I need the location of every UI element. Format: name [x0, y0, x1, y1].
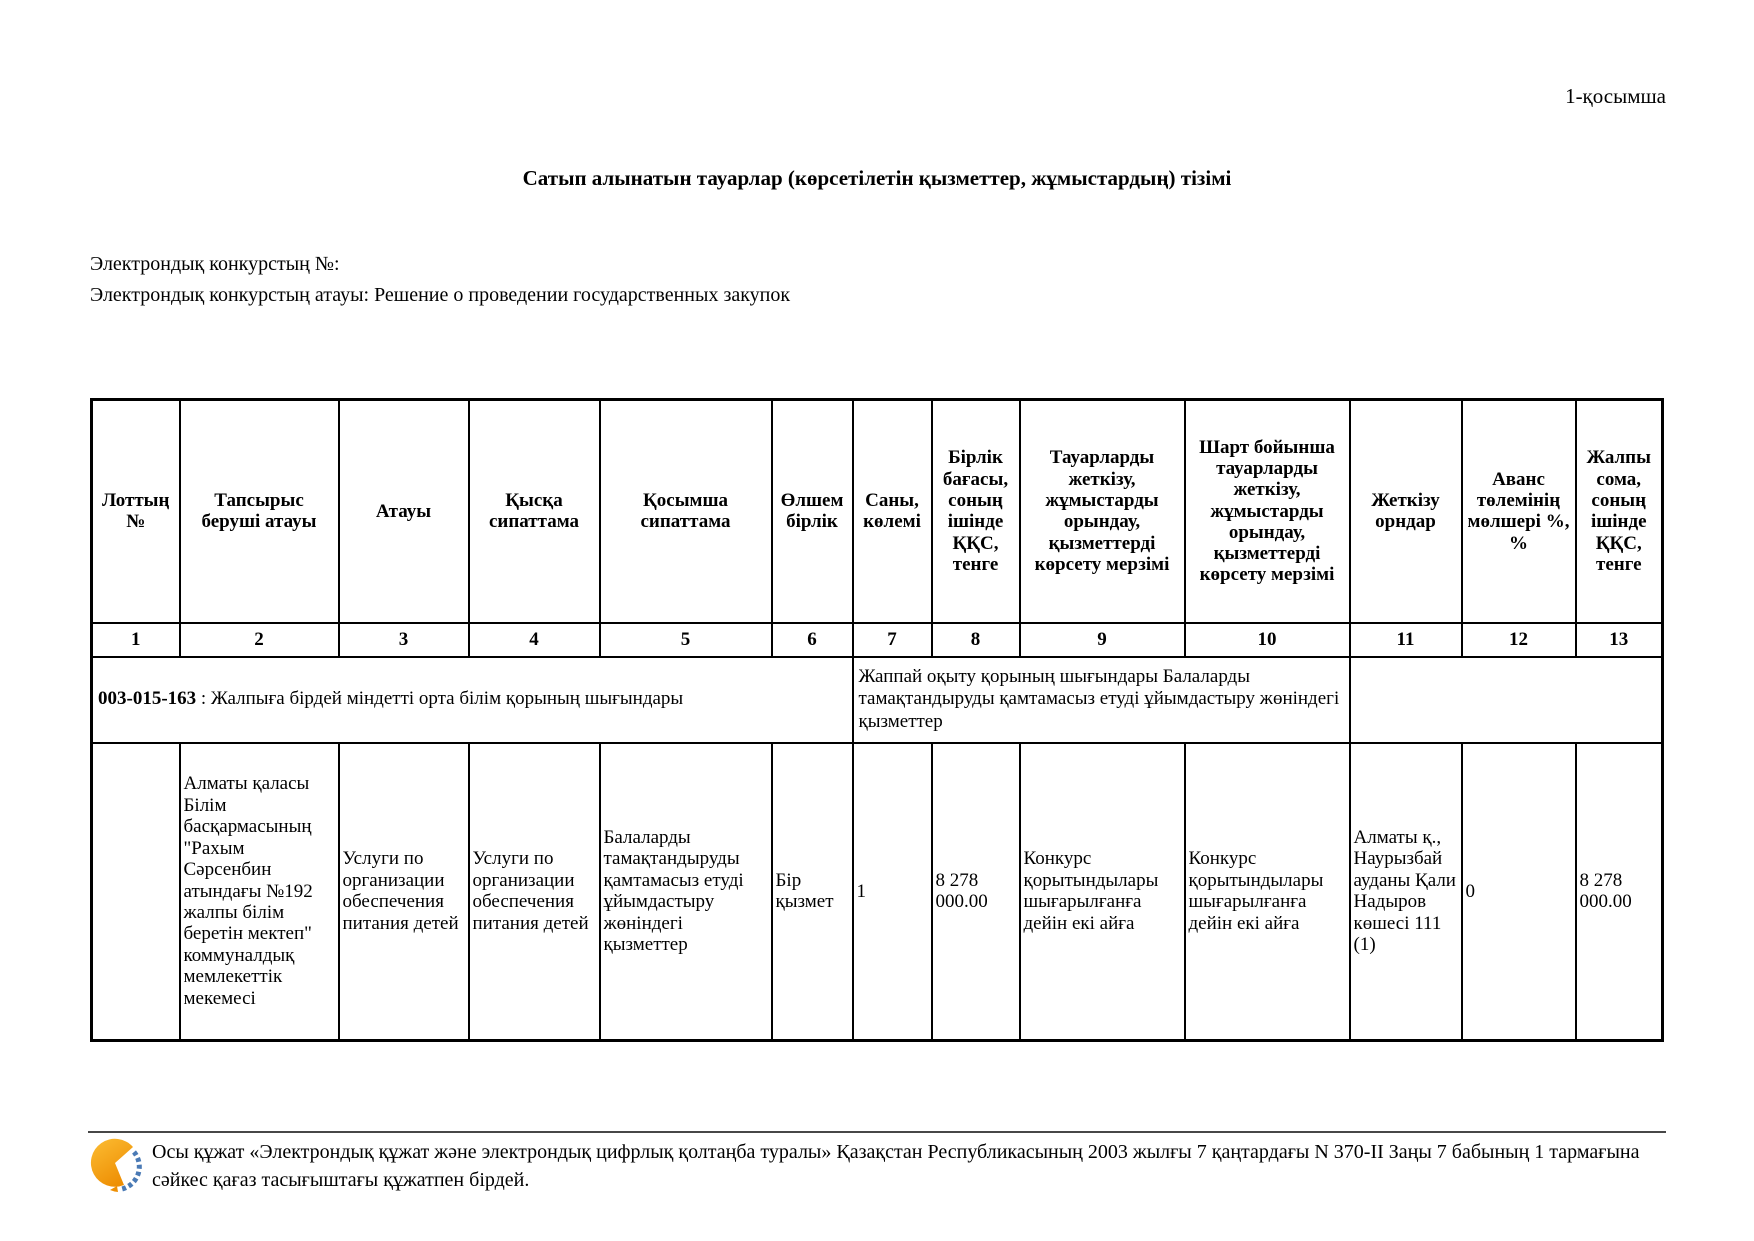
cell-customer: Алматы қаласы Білім басқармасының "Рахым Сәрсенбин атындағы №192 жалпы білім беретін мектеп" коммуналдық мемлекеттік мекемесі [180, 743, 339, 1041]
footer [88, 1136, 1666, 1203]
column-number: 12 [1462, 623, 1576, 657]
lot-empty-cell [1350, 657, 1663, 743]
cell-short-description: Услуги по организации обеспечения питания детей [469, 743, 600, 1041]
footer-note: Осы құжат «Электрондық құжат және электрондық цифрлық қолтаңба туралы» Қазақстан Республикасының 2003 жылғы 7 қаңтардағы N 370-II Заңы 7 бабының 1 тармағына сәйкес қағаз тасығыштағы құжатпен бірдей. [152, 1141, 1640, 1191]
column-numbers-row [92, 623, 1663, 657]
cell-delivery-term: Конкурс қорытындылары шығарылғанға дейін екі айға [1020, 743, 1185, 1041]
column-number: 10 [1185, 623, 1350, 657]
cell-lot-no [92, 743, 180, 1041]
column-header-lot-no: Лоттың № [92, 400, 180, 623]
procurement-table [90, 398, 1664, 1042]
column-header-extra-description: Қосымша сипаттама [600, 400, 772, 623]
column-number: 4 [469, 623, 600, 657]
column-header-advance: Аванс төлемінің мөлшері %, % [1462, 400, 1576, 623]
cell-advance: 0 [1462, 743, 1576, 1041]
column-header-delivery-term: Тауарларды жеткізу, жұмыстарды орындау, қызметтерді көрсету мерзімі [1020, 400, 1185, 623]
digital-signature-logo-icon [88, 1136, 142, 1203]
column-number: 5 [600, 623, 772, 657]
column-header-quantity: Саны, көлемі [853, 400, 932, 623]
cell-delivery-place: Алматы қ., Наурызбай ауданы Қали Надыров көшесі 111 (1) [1350, 743, 1462, 1041]
column-header-name: Атауы [339, 400, 469, 623]
cell-name: Услуги по организации обеспечения питания детей [339, 743, 469, 1041]
lot-services-cell: Жаппай оқыту қорының шығындары Балаларды тамақтандыруды қамтамасыз етуді ұйымдастыру жөніндегі қызметтер [853, 657, 1350, 743]
cell-quantity: 1 [853, 743, 932, 1041]
appendix-label: 1-қосымша [1565, 84, 1666, 108]
lot-summary-row [92, 657, 1663, 743]
table-row [92, 743, 1663, 1041]
cell-total: 8 278 000.00 [1576, 743, 1663, 1041]
column-header-customer: Тапсырыс беруші атауы [180, 400, 339, 623]
cell-contract-delivery-term: Конкурс қорытындылары шығарылғанға дейін екі айға [1185, 743, 1350, 1041]
lot-title-text: : Жалпыға бірдей міндетті орта білім қорының шығындары [196, 688, 684, 710]
contest-name-line: Электрондық конкурстың атауы: Решение о проведении государственных закупок [90, 284, 791, 306]
cell-unit-price: 8 278 000.00 [932, 743, 1020, 1041]
column-number: 13 [1576, 623, 1663, 657]
cell-extra-description: Балаларды тамақтандыруды қамтамасыз етуді ұйымдастыру жөніндегі қызметтер [600, 743, 772, 1041]
column-number: 2 [180, 623, 339, 657]
footer-divider [88, 1131, 1666, 1133]
column-number: 7 [853, 623, 932, 657]
column-header-contract-delivery-term: Шарт бойынша тауарларды жеткізу, жұмыстарды орындау, қызметтерді көрсету мерзімі [1185, 400, 1350, 623]
page-title: Сатып алынатын тауарлар (көрсетілетін қызметтер, жұмыстардың) тізімі [522, 166, 1232, 190]
column-header-unit: Өлшем бірлік [772, 400, 853, 623]
column-header-delivery-place: Жеткізу орндар [1350, 400, 1462, 623]
contest-info [90, 249, 1664, 311]
column-header-total: Жалпы сома, соның ішінде ҚҚС, тенге [1576, 400, 1663, 623]
column-number: 1 [92, 623, 180, 657]
column-number: 6 [772, 623, 853, 657]
column-number: 9 [1020, 623, 1185, 657]
contest-number-line: Электрондық конкурстың №: [90, 253, 340, 275]
table-header-row [92, 400, 1663, 623]
cell-unit: Бір қызмет [772, 743, 853, 1041]
column-number: 3 [339, 623, 469, 657]
column-number: 11 [1350, 623, 1462, 657]
column-header-short-description: Қысқа сипаттама [469, 400, 600, 623]
column-number: 8 [932, 623, 1020, 657]
column-header-unit-price: Бірлік бағасы, соның ішінде ҚҚС, тенге [932, 400, 1020, 623]
lot-title-cell [92, 657, 853, 743]
lot-code: 003-015-163 [98, 688, 197, 710]
